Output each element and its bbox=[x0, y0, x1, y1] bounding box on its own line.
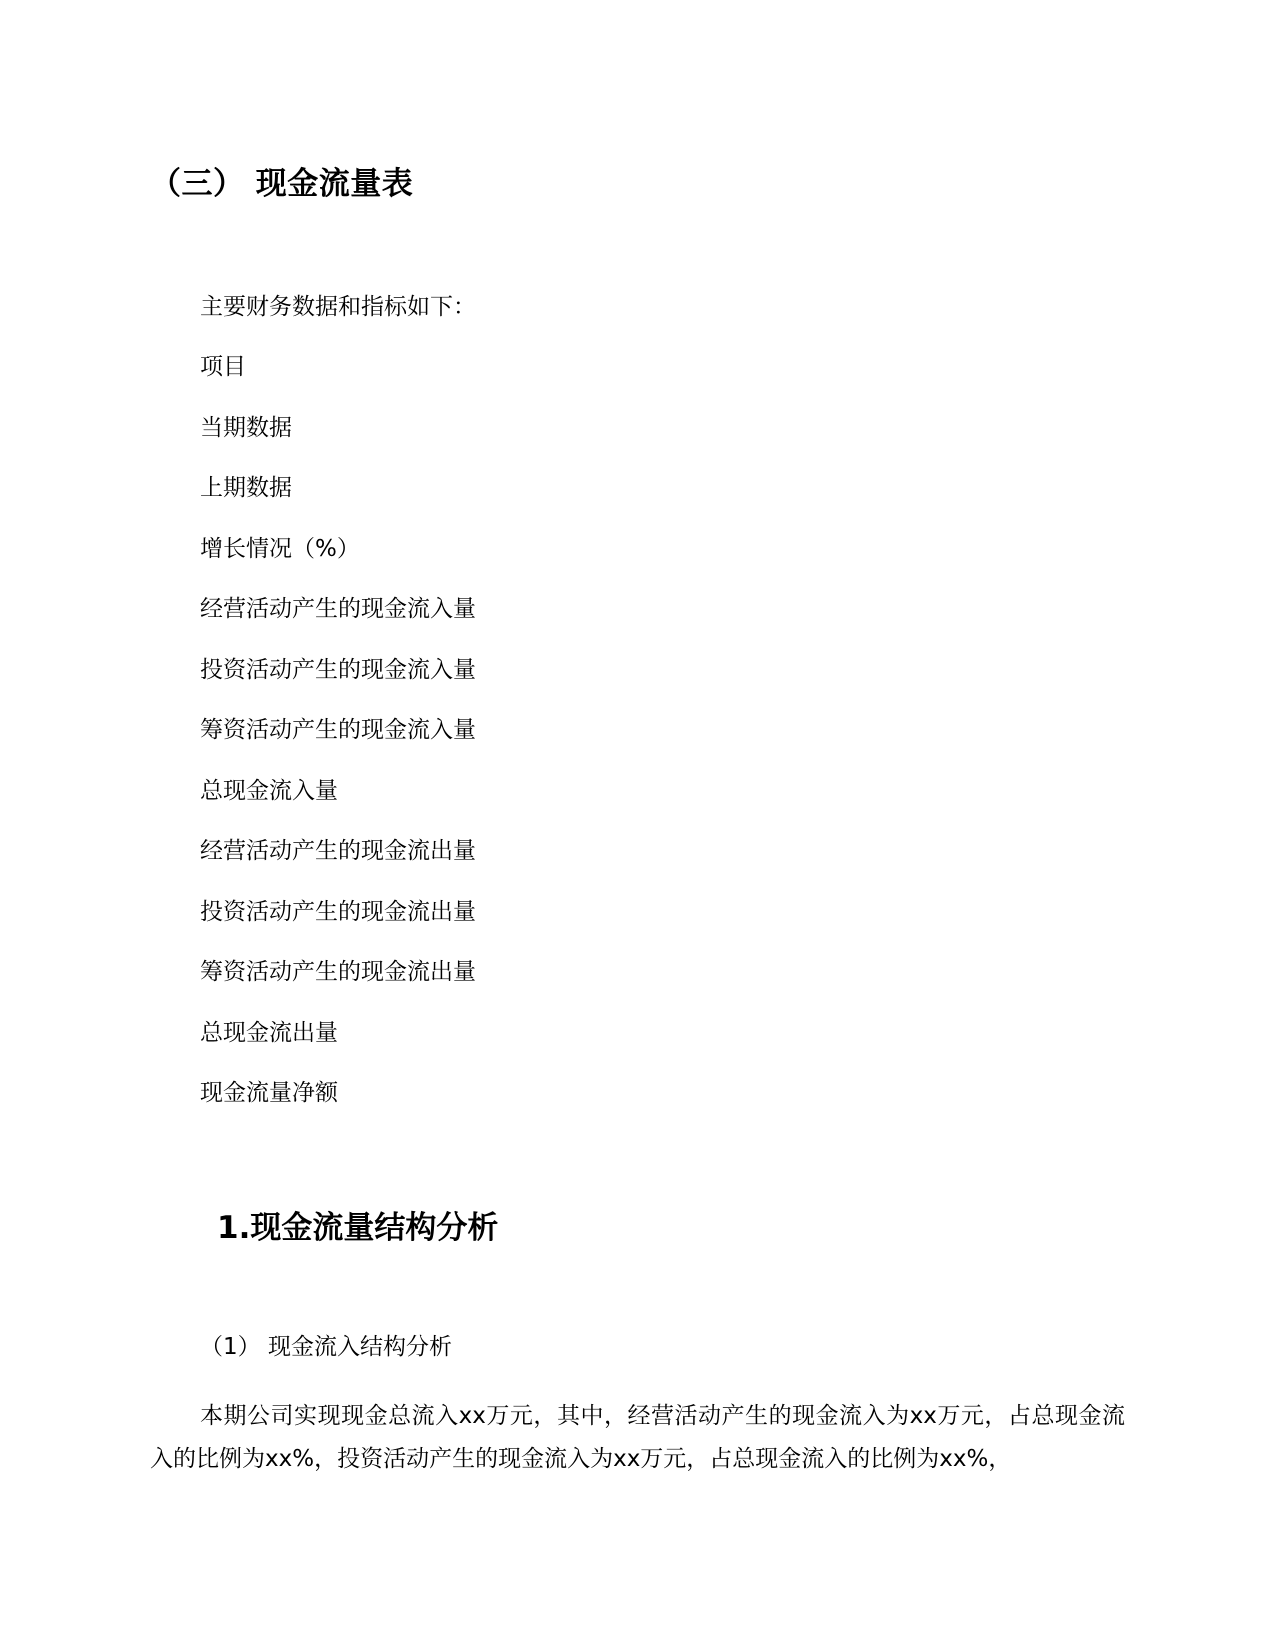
intro-text: 主要财务数据和指标如下： bbox=[200, 294, 476, 320]
table-item: 投资活动产生的现金流出量 bbox=[200, 899, 476, 925]
body-paragraph: 本期公司实现现金总流入xx万元，其中，经营活动产生的现金流入为xx万元，占总现金流入的比例为xx%，投资活动产生的现金流入为xx万元，占总现金流入的比例为xx%， bbox=[150, 1403, 1125, 1472]
table-item: 总现金流入量 bbox=[200, 778, 338, 804]
table-item: 上期数据 bbox=[200, 475, 292, 501]
table-item: 经营活动产生的现金流入量 bbox=[200, 596, 476, 622]
table-item: 投资活动产生的现金流入量 bbox=[200, 657, 476, 683]
table-item: 筹资活动产生的现金流入量 bbox=[200, 717, 476, 743]
table-item: 经营活动产生的现金流出量 bbox=[200, 838, 476, 864]
table-item: 项目 bbox=[200, 354, 246, 380]
section-heading: （三） 现金流量表 bbox=[150, 166, 414, 202]
table-item: 筹资活动产生的现金流出量 bbox=[200, 959, 476, 985]
table-item: 现金流量净额 bbox=[200, 1080, 338, 1106]
table-item: 当期数据 bbox=[200, 415, 292, 441]
table-item: 增长情况（%） bbox=[200, 536, 360, 562]
subsection-title: （1） 现金流入结构分析 bbox=[200, 1334, 452, 1360]
subheading: 1.现金流量结构分析 bbox=[217, 1210, 499, 1246]
table-item: 总现金流出量 bbox=[200, 1020, 338, 1046]
